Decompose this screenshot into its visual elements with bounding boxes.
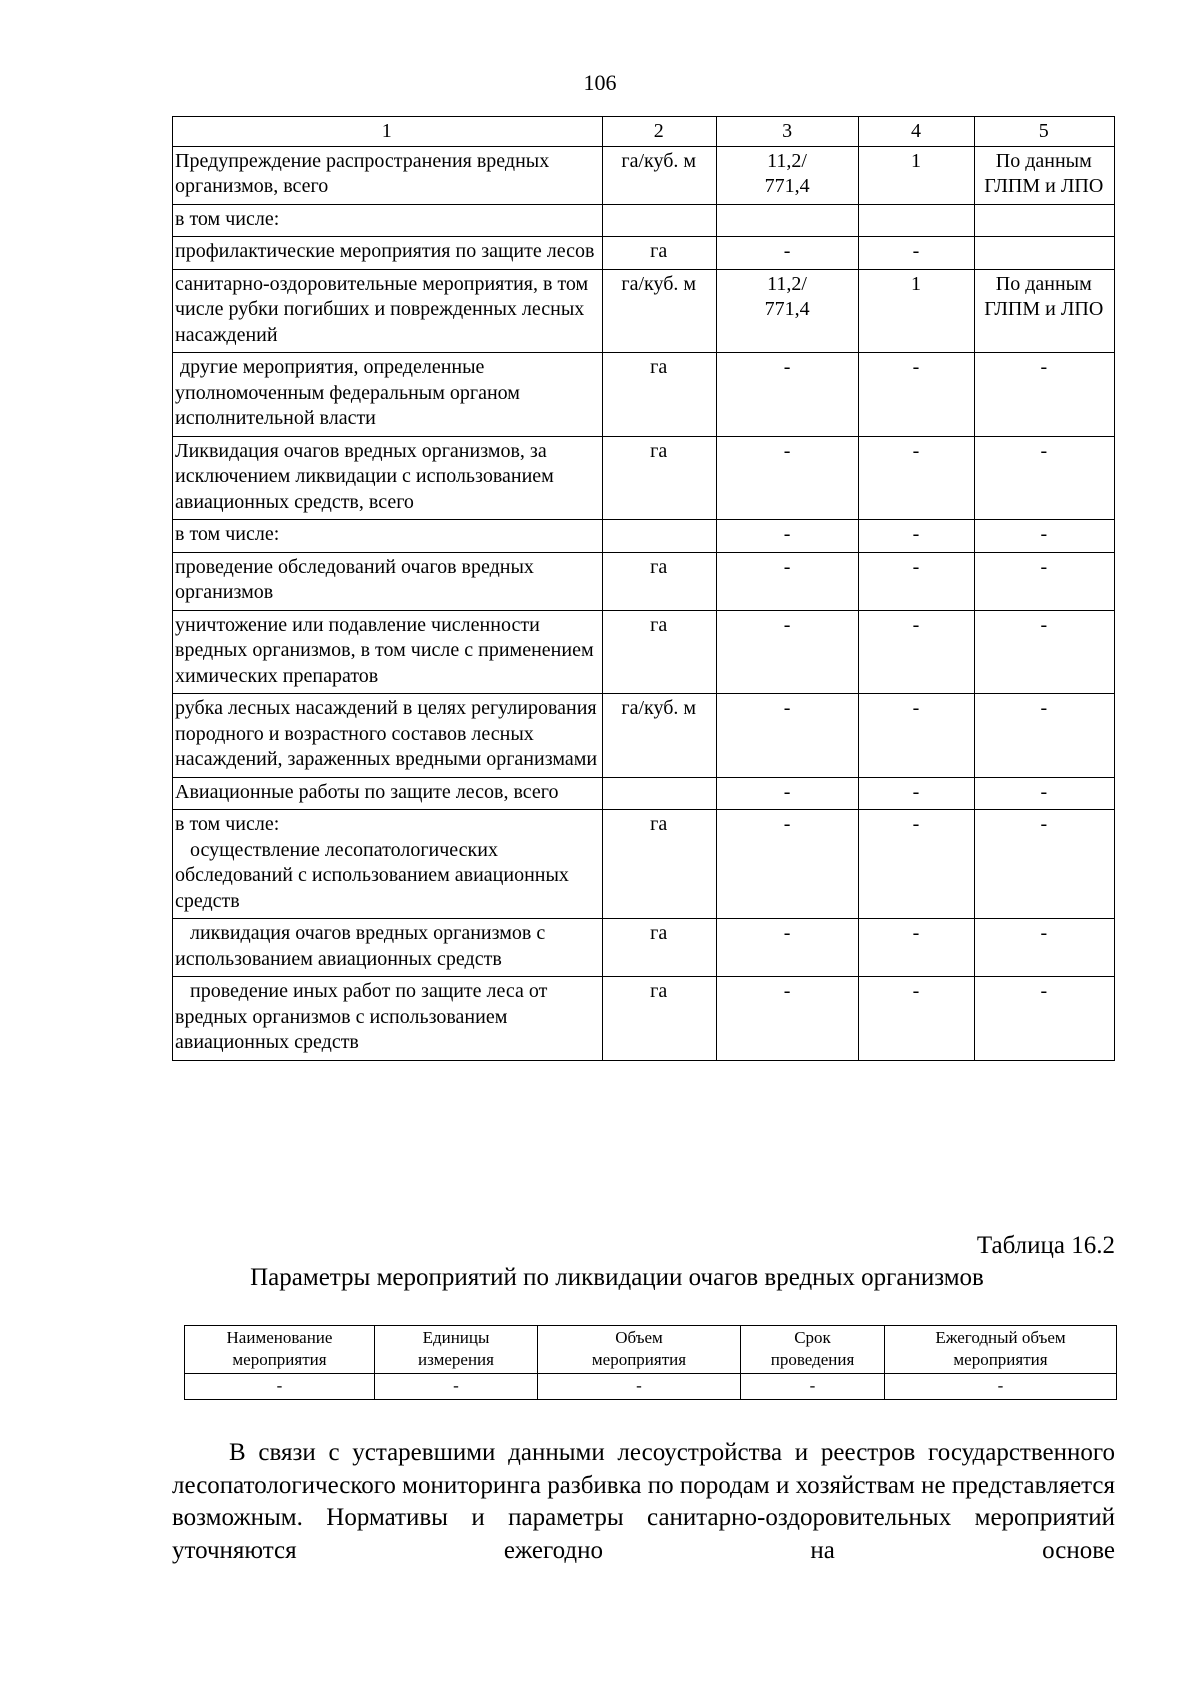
unit-cell: га/куб. м: [602, 269, 716, 353]
header-cell: 5: [974, 117, 1114, 147]
table-row: [173, 353, 1115, 437]
value-cell: -: [716, 552, 859, 610]
unit-cell: га: [602, 353, 716, 437]
count-cell: -: [859, 520, 974, 553]
table-number: Таблица 16.2: [976, 1232, 1115, 1259]
row-name-cell: уничтожение или подавление численности вредных организмов, в том числе с применением химических препаратов: [173, 610, 603, 694]
count-cell: -: [859, 919, 974, 977]
row-name-cell: санитарно-оздоровительные мероприятия, в том числе рубки погибших и поврежденных лесных насаждений: [173, 269, 603, 353]
header-cell: 3: [716, 117, 859, 147]
row-name-cell: в том числе: осуществление лесопатологических обследований с использованием авиационных средств: [173, 810, 603, 919]
header-cell: 1: [173, 117, 603, 147]
params-header-cell: Срок проведения: [741, 1326, 885, 1374]
value-cell: -: [716, 777, 859, 810]
value-cell: 11,2/ 771,4: [716, 146, 859, 204]
value-cell: -: [716, 810, 859, 919]
unit-cell: га: [602, 436, 716, 520]
row-name-cell: проведение обследований очагов вредных организмов: [173, 552, 603, 610]
value-cell: -: [716, 919, 859, 977]
params-table: [184, 1325, 1117, 1400]
value-cell: [716, 204, 859, 237]
table-row: [173, 919, 1115, 977]
source-cell: -: [974, 694, 1114, 778]
unit-cell: га: [602, 610, 716, 694]
count-cell: -: [859, 353, 974, 437]
main-table: [172, 116, 1115, 1061]
count-cell: [859, 204, 974, 237]
unit-cell: га: [602, 919, 716, 977]
count-cell: -: [859, 977, 974, 1061]
source-cell: -: [974, 520, 1114, 553]
source-cell: -: [974, 919, 1114, 977]
params-header-cell: Единицы измерения: [375, 1326, 538, 1374]
params-cell: -: [538, 1374, 741, 1400]
paragraph-text: В связи с устаревшими данными лесоустройства и реестров государственного лесопатологического мониторинга разбивка по породам и хозяйствам не представляется возможным. Нормативы и параметры санитарно-оздоровительных мероприятий уточняются ежегодно на основе: [172, 1439, 1115, 1564]
source-cell: -: [974, 810, 1114, 919]
unit-cell: [602, 520, 716, 553]
table-row: [173, 146, 1115, 204]
source-cell: -: [974, 353, 1114, 437]
unit-cell: га: [602, 237, 716, 270]
unit-cell: га/куб. м: [602, 146, 716, 204]
table-row: [173, 610, 1115, 694]
params-header-cell: Наименование мероприятия: [185, 1326, 375, 1374]
count-cell: -: [859, 777, 974, 810]
params-header-row: [185, 1326, 1117, 1374]
row-name-cell: проведение иных работ по защите леса от вредных организмов с использованием авиационных средств: [173, 977, 603, 1061]
table-header-row: [173, 117, 1115, 147]
count-cell: -: [859, 237, 974, 270]
unit-cell: га/куб. м: [602, 694, 716, 778]
params-cell: -: [375, 1374, 538, 1400]
table-row: [173, 777, 1115, 810]
count-cell: -: [859, 810, 974, 919]
table-title: Параметры мероприятий по ликвидации очагов вредных организмов: [250, 1264, 984, 1291]
source-cell: [974, 237, 1114, 270]
table-row: [173, 269, 1115, 353]
table-row: [173, 977, 1115, 1061]
count-cell: -: [859, 436, 974, 520]
value-cell: 11,2/ 771,4: [716, 269, 859, 353]
params-header-cell: Ежегодный объем мероприятия: [885, 1326, 1117, 1374]
table-row: [173, 436, 1115, 520]
row-name-cell: Предупреждение распространения вредных организмов, всего: [173, 146, 603, 204]
source-cell: По данным ГЛПМ и ЛПО: [974, 269, 1114, 353]
row-name-cell: Авиационные работы по защите лесов, всего: [173, 777, 603, 810]
value-cell: -: [716, 694, 859, 778]
value-cell: -: [716, 520, 859, 553]
page-number: 106: [583, 70, 617, 95]
table-row: [173, 520, 1115, 553]
source-cell: -: [974, 436, 1114, 520]
source-cell: -: [974, 552, 1114, 610]
table-row: [173, 694, 1115, 778]
unit-cell: [602, 204, 716, 237]
value-cell: -: [716, 436, 859, 520]
source-cell: По данным ГЛПМ и ЛПО: [974, 146, 1114, 204]
count-cell: -: [859, 610, 974, 694]
row-name-cell: ликвидация очагов вредных организмов с использованием авиационных средств: [173, 919, 603, 977]
row-name-cell: профилактические мероприятия по защите лесов: [173, 237, 603, 270]
unit-cell: га: [602, 552, 716, 610]
unit-cell: га: [602, 977, 716, 1061]
params-cell: -: [885, 1374, 1117, 1400]
source-cell: [974, 204, 1114, 237]
source-cell: -: [974, 610, 1114, 694]
params-data-row: [185, 1374, 1117, 1400]
row-name-cell: в том числе:: [173, 204, 603, 237]
row-name-cell: рубка лесных насаждений в целях регулирования породного и возрастного составов лесных насаждений, зараженных вредными организмами: [173, 694, 603, 778]
unit-cell: га: [602, 810, 716, 919]
row-name-cell: другие мероприятия, определенные уполномоченным федеральным органом исполнительной власти: [173, 353, 603, 437]
table-row: [173, 810, 1115, 919]
table-row: [173, 552, 1115, 610]
params-cell: -: [185, 1374, 375, 1400]
params-cell: -: [741, 1374, 885, 1400]
params-header-cell: Объем мероприятия: [538, 1326, 741, 1374]
value-cell: -: [716, 353, 859, 437]
header-cell: 4: [859, 117, 974, 147]
count-cell: 1: [859, 269, 974, 353]
table-row: [173, 204, 1115, 237]
value-cell: -: [716, 237, 859, 270]
source-cell: -: [974, 977, 1114, 1061]
row-name-cell: в том числе:: [173, 520, 603, 553]
count-cell: 1: [859, 146, 974, 204]
count-cell: -: [859, 552, 974, 610]
row-name-cell: Ликвидация очагов вредных организмов, за исключением ликвидации с использованием авиационных средств, всего: [173, 436, 603, 520]
unit-cell: [602, 777, 716, 810]
table-row: [173, 237, 1115, 270]
value-cell: -: [716, 610, 859, 694]
body-paragraph: [172, 1437, 1115, 1567]
value-cell: -: [716, 977, 859, 1061]
header-cell: 2: [602, 117, 716, 147]
count-cell: -: [859, 694, 974, 778]
source-cell: -: [974, 777, 1114, 810]
